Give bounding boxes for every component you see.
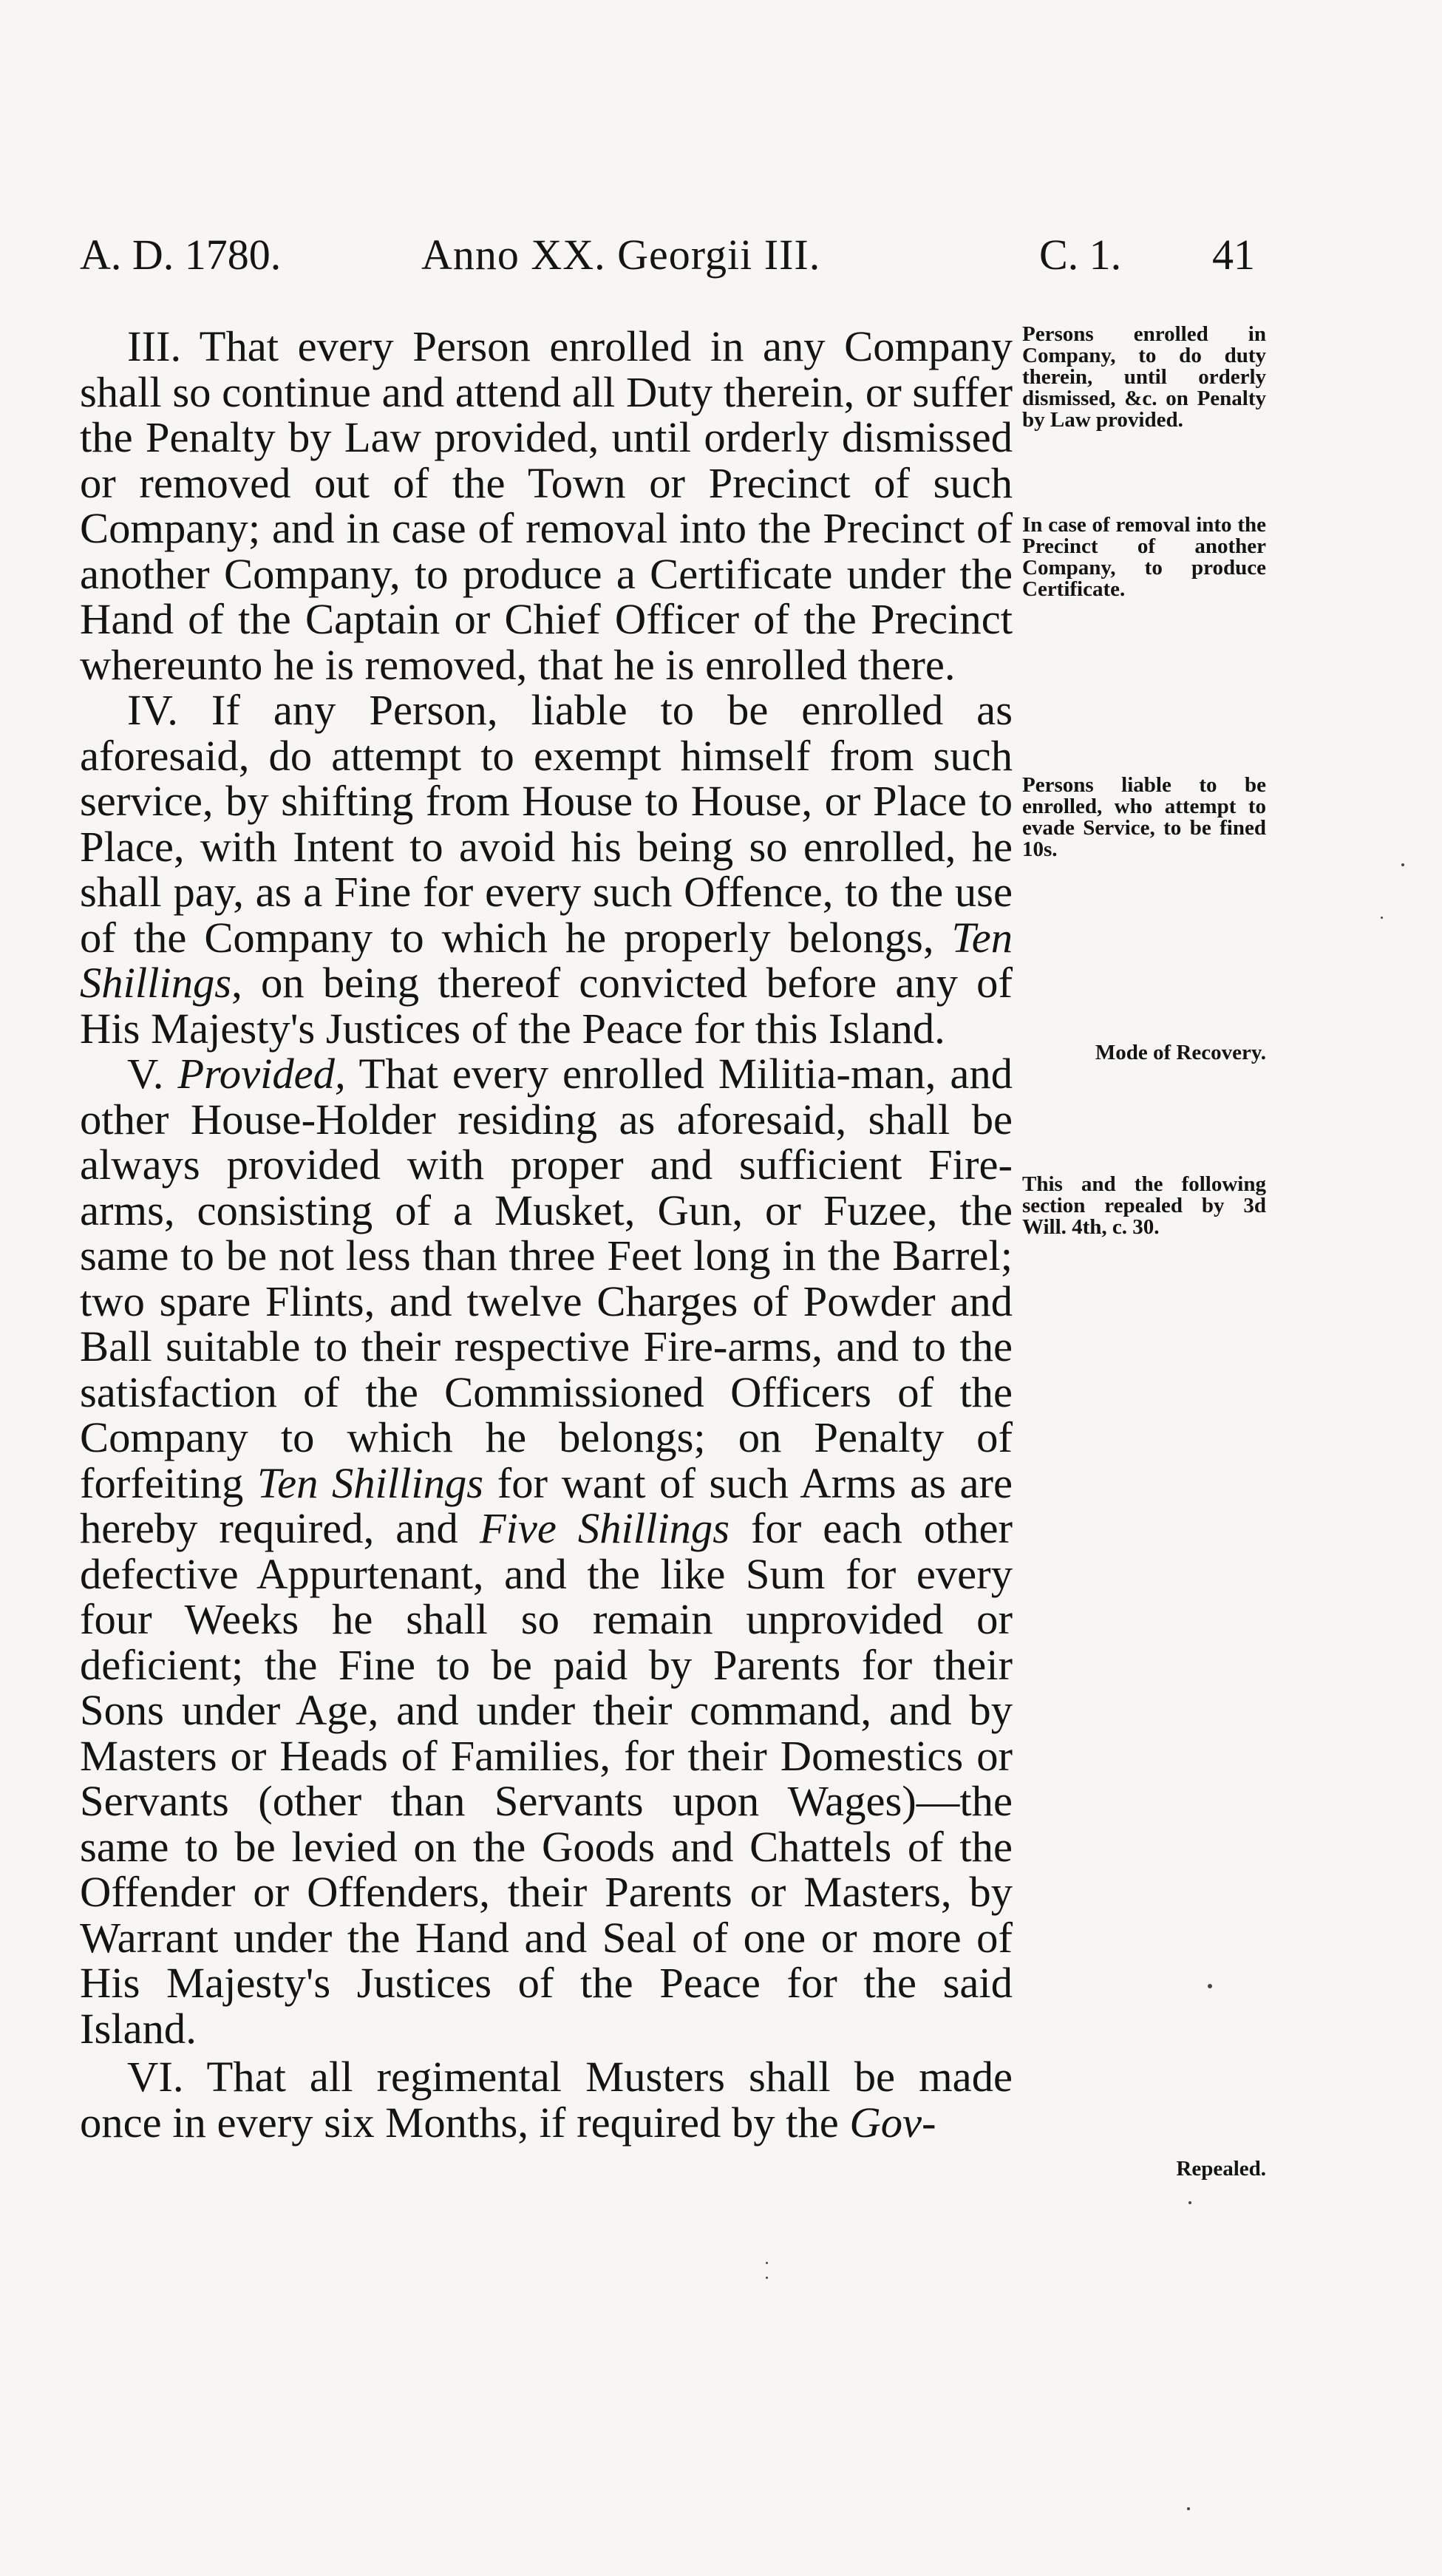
margin-note: Mode of Recovery.	[1095, 1041, 1266, 1064]
margin-note: In case of removal into the Precinct of another Company, to produce Certificate.	[1022, 513, 1266, 601]
body-text-run: III. That every Person enrolled in any Company shall so continue and attend all Duty therein, or suffer the Penalty by Law provided, until orderly dismissed or removed out of the Town or Precinct of such Company; and in case of removal into the Precinct of another Company, to produce a Certificate under the Hand of the Captain or Chief Officer of the Precinct whereunto he is removed, that he is enrolled there.	[80, 322, 1013, 689]
page-number: 41	[1212, 231, 1255, 279]
body-text-run: , on being thereof convicted before any of His Majesty's Justices of the Peace for this Island.	[80, 959, 1013, 1053]
print-speck	[1208, 1984, 1212, 1988]
header-chapter: C. 1.	[1039, 231, 1122, 279]
body-text-run: That every enrolled Militia-man, and other House-Holder residing as aforesaid, shall be always provided with proper and sufficient Fire-arms, consisting of a Musket, Gun, or Fuzee, the same to be not less than three Feet long in the Barrel; two spare Flints, and twelve Charges of Powder and Ball suitable to their respective Fire-arms, and to the satisfaction of the Commissioned Officers of the Company to which he belongs; on Penalty of forfeiting	[80, 1050, 1013, 1507]
print-speck	[766, 2262, 768, 2264]
print-speck	[1188, 2201, 1191, 2204]
margin-note: Persons liable to be enrolled, who attempt to evade Service, to be fined 10s.	[1022, 773, 1266, 861]
italic-text: Five Shillings	[479, 1504, 730, 1552]
margin-note: Persons enrolled in Company, to do duty therein, until orderly dismissed, &c. on Penalty by Law provided.	[1022, 322, 1266, 432]
header-regnal-year: Anno XX. Georgii III.	[421, 231, 821, 279]
italic-text: Ten Shillings	[80, 913, 1013, 1007]
italic-text: Provided,	[177, 1050, 346, 1098]
body-text-run: for want of such Arms as are hereby required, and	[80, 1458, 1013, 1552]
italic-text: Ten Shillings	[256, 1458, 484, 1507]
section-IV	[80, 687, 1013, 1051]
print-speck	[1401, 863, 1404, 866]
print-speck	[766, 2277, 768, 2279]
running-header	[80, 225, 1255, 285]
body-text-run: for each other defective Appurtenant, and the like Sum for every four Weeks he shall so remain unprovided or deficient; the Fine to be paid by Parents for their Sons under Age, and under their command, and by Masters or Heads of Families, for their Domestics or Servants (other than Servants upon Wages)—the same to be levied on the Goods and Chattels of the Offender or Offenders, their Parents or Masters, by Warrant under the Hand and Seal of one or more of His Majesty's Justices of the Peace for the said Island.	[80, 1504, 1013, 2053]
print-speck	[1381, 917, 1383, 919]
print-speck	[1187, 2507, 1190, 2510]
body-text-run: VI. That all regimental Musters shall be made once in every six Months, if required by the	[80, 2053, 1013, 2147]
italic-text: Gov-	[849, 2098, 936, 2147]
body-text-run: IV. If any Person, liable to be enrolled as aforesaid, do attempt to exempt himself from such service, by shifting from House to House, or Place to Place, with Intent to avoid his being so enrolled, he shall pay, as a Fine for every such Offence, to the use of the Company to which he properly belongs,	[80, 686, 1013, 962]
header-year: A. D. 1780.	[80, 231, 282, 279]
body-text	[80, 324, 1013, 2145]
body-text-run: V.	[127, 1050, 178, 1098]
margin-note: This and the following section repealed by 3d Will. 4th, c. 30.	[1022, 1172, 1266, 1239]
section-VI	[80, 2054, 1013, 2145]
section-V	[80, 1051, 1013, 2051]
margin-note: Repealed.	[1176, 2157, 1266, 2181]
section-III	[80, 324, 1013, 687]
